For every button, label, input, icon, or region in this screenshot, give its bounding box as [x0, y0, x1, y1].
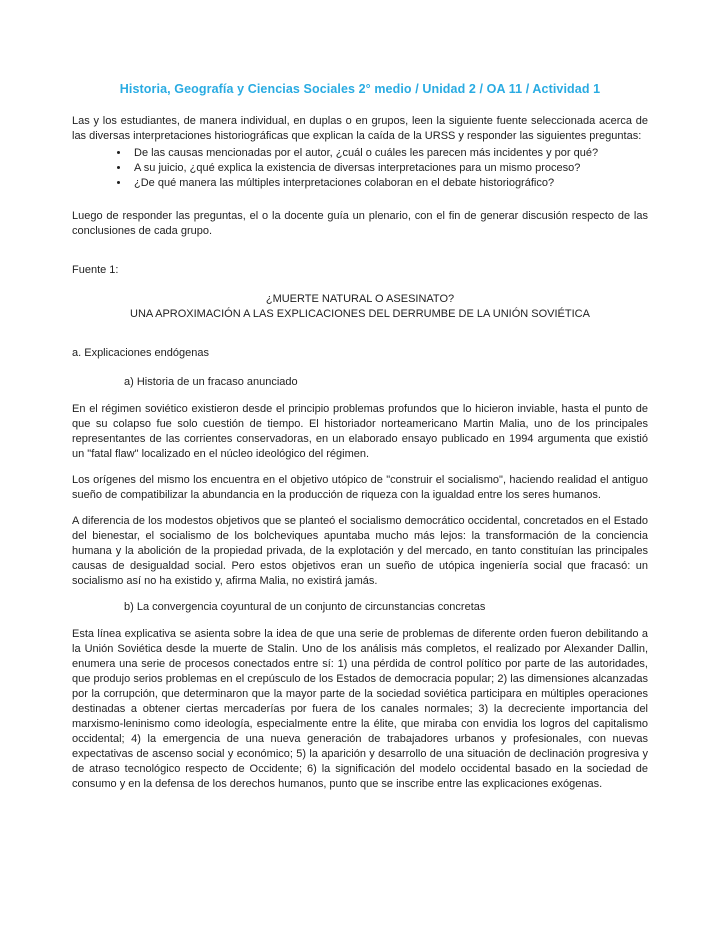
subsection-b-heading: b) La convergencia coyuntural de un conjunto de circunstancias concretas [124, 601, 486, 613]
source-heading-line1: ¿MUERTE NATURAL O ASESINATO? [265, 293, 455, 305]
page-title: Historia, Geografía y Ciencias Sociales 2° medio / Unidad 2 / OA 11 / Actividad 1 [119, 82, 601, 96]
source-heading [72, 292, 648, 322]
source-label: Fuente 1: [72, 264, 119, 276]
body-paragraph: A diferencia de los modestos objetivos que se planteó el socialismo democrático occidental, concretados en el Estado del bienestar, el socialismo de los bolcheviques apuntaba mucho más lejos: la transformación de la conciencia humana y la abolición de la propiedad privada, de la explotación y del mercado, en tanto constituían las principales causas de desigualdad social. Pero estos objetivos eran un sueño de utópica ingeniería social que fracasó: un socialismo así no ha existido y, afirma Malia, no existirá jamás. [72, 515, 648, 587]
question-item: • De las causas mencionadas por el autor, ¿cuál o cuáles les parecen más incidentes y por qué? [130, 146, 648, 161]
closing-paragraph: Luego de responder las preguntas, el o la docente guía un plenario, con el fin de generar discusión respecto de las conclusiones de cada grupo. [72, 210, 648, 237]
question-item: • ¿De qué manera las múltiples interpretaciones colaboran en el debate historiográfico? [130, 176, 648, 191]
section-a-heading: a. Explicaciones endógenas [72, 347, 209, 359]
question-item: • A su juicio, ¿qué explica la existencia de diversas interpretaciones para un mismo proceso? [130, 161, 648, 176]
source-heading-line2: UNA APROXIMACIÓN A LAS EXPLICACIONES DEL DERRUMBE DE LA UNIÓN SOVIÉTICA [130, 308, 590, 320]
question-list [72, 146, 648, 191]
subsection-a-heading: a) Historia de un fracaso anunciado [124, 376, 298, 388]
body-paragraph: En el régimen soviético existieron desde el principio problemas profundos que lo hicieron inviable, hasta el punto de que su colapso fue solo cuestión de tiempo. El historiador norteamericano Martin Malia, uno de los principales representantes de las corrientes conservadoras, en un elaborado ensayo publicado en 1994 argumenta que existió un "fatal flaw" localizado en el núcleo ideológico del régimen. [72, 403, 648, 460]
intro-paragraph: Las y los estudiantes, de manera individual, en duplas o en grupos, leen la siguiente fuente seleccionada acerca de las diversas interpretaciones historiográficas que explican la caída de la URSS y responder las siguientes preguntas: [72, 115, 648, 142]
body-paragraph: Los orígenes del mismo los encuentra en el objetivo utópico de "construir el socialismo", haciendo realidad el antiguo sueño de compatibilizar la abundancia en la producción de riqueza con la igualdad entre los seres humanos. [72, 474, 648, 501]
body-paragraph: Esta línea explicativa se asienta sobre la idea de que una serie de problemas de diferente orden fueron debilitando a la Unión Soviética desde la muerte de Stalin. Uno de los análisis más completos, el realizado por Alexander Dallin, enumera una serie de procesos conectados entre sí: 1) una pérdida de control político por parte de las autoridades, que produjo serios problemas en el crepúsculo de los Estados de democracia popular; 2) las dimensiones alcanzadas por la corrupción, que determinaron que la mayor parte de la sociedad soviética participara en múltiples operaciones destinadas a obtener ciertas mercaderías por fuera de los canales normales; 3) la decreciente importancia del marxismo-leninismo como ideología, especialmente entre la élite, que miraba con envidia los logros del capitalismo occidental; 4) la emergencia de una nueva generación de trabajadores urbanos y profesionales, con nuevas expectativas de ascenso social y económico; 5) la aparición y desarrollo de una situación de declinación progresiva y de atraso tecnológico respecto de Occidente; 6) la significación del modelo occidental basado en la sociedad de consumo y en la defensa de los derechos humanos, punto que se inscribe entre las explicaciones exógenas. [72, 628, 648, 790]
